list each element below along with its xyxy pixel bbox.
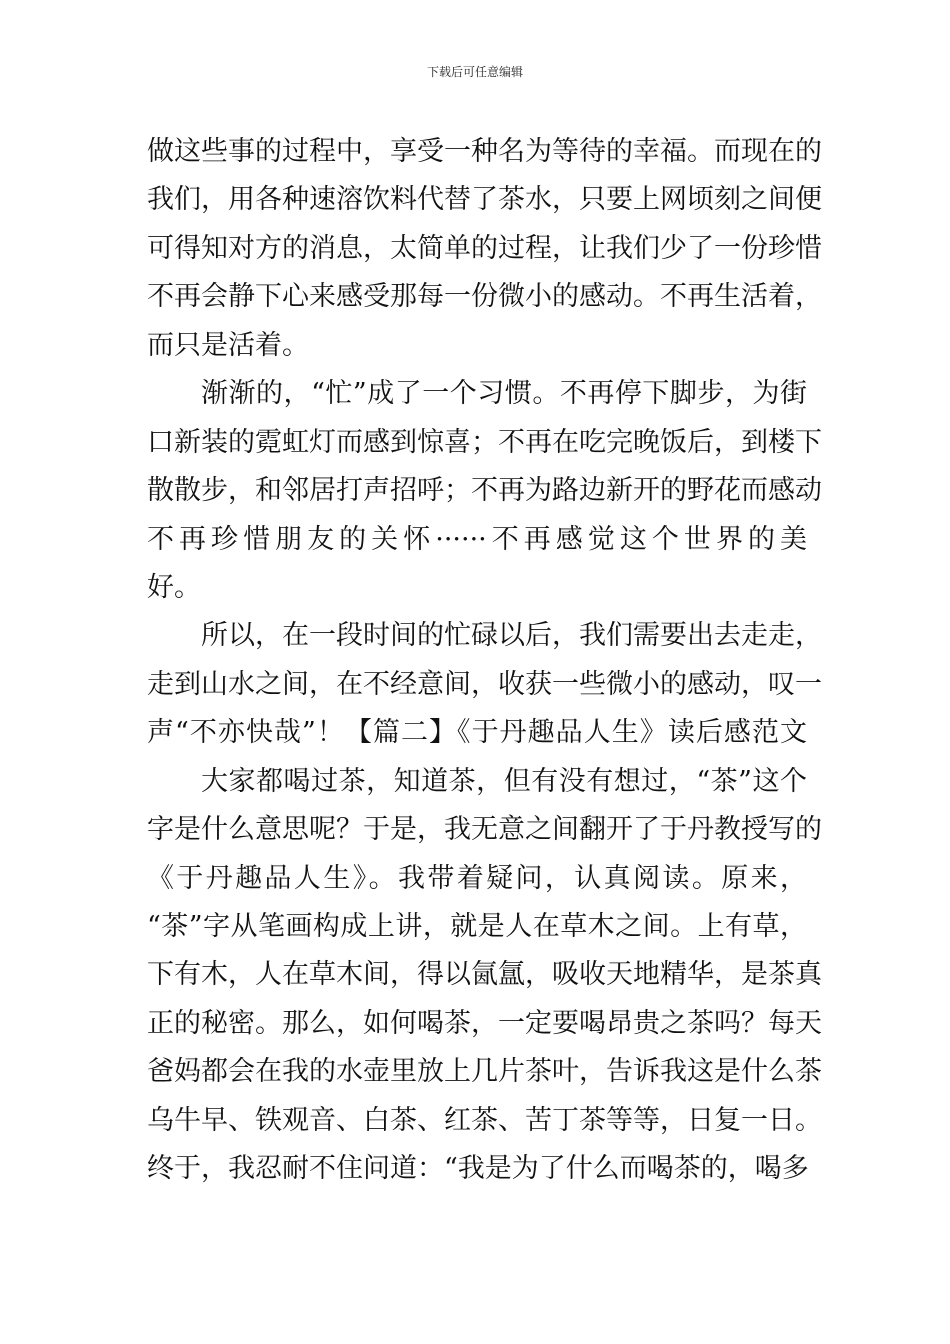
text-line: 而只是活着。 — [147, 329, 309, 361]
text-line: 走到山水之间，在不经意间，收获一些微小的感动，叹一 — [147, 668, 822, 700]
text-line: 不再会静下心来感受那每一份微小的感动。不再生活着， — [147, 281, 822, 313]
text-line: 乌牛早、铁观音、白茶、红茶、苦丁茶等等，日复一日。 — [147, 1104, 822, 1136]
text-line: 爸妈都会在我的水壶里放上几片茶叶，告诉我这是什么茶 — [147, 1056, 822, 1088]
text-line: 渐渐的，“忙”成了一个习惯。不再停下脚步，为街 — [201, 378, 807, 410]
text-line: 《于丹趣品人生》。我带着疑问，认真阅读。原来， — [147, 862, 807, 894]
text-line: 终于，我忍耐不住问道：“我是为了什么而喝茶的，喝多 — [147, 1153, 809, 1185]
text-line: 可得知对方的消息，太简单的过程，让我们少了一份珍惜 — [147, 232, 822, 264]
text-line: 正的秘密。那么，如何喝茶，一定要喝昂贵之茶吗？每天 — [147, 1007, 822, 1039]
text-line: 口新装的霓虹灯而感到惊喜；不再在吃完晚饭后，到楼下 — [147, 426, 822, 458]
text-line: 下有木，人在草木间，得以氤氲，吸收天地精华，是茶真 — [147, 959, 822, 991]
text-line: 做这些事的过程中，享受一种名为等待的幸福。而现在的 — [147, 136, 822, 167]
page-header-note: 下载后可任意编辑 — [426, 65, 523, 79]
text-line: 我们，用各种速溶饮料代替了茶水，只要上网顷刻之间便 — [147, 184, 822, 216]
text-line: 所以，在一段时间的忙碌以后，我们需要出去走走， — [201, 620, 822, 652]
text-line: 散散步，和邻居打声招呼；不再为路边新开的野花而感动 — [147, 475, 822, 507]
text-line: 不再珍惜朋友的关怀······不再感觉这个世界的美 — [147, 523, 807, 555]
document-body — [147, 128, 822, 1194]
text-line: “茶”字从笔画构成上讲，就是人在草木之间。上有草， — [147, 911, 807, 942]
text-line: 字是什么意思呢？于是，我无意之间翻开了于丹教授写的 — [147, 814, 822, 846]
text-line: 声“不亦快哉”！【篇二】《于丹趣品人生》读后感范文 — [147, 717, 807, 749]
text-line: 大家都喝过茶，知道茶，但有没有想过，“茶”这个 — [201, 765, 807, 797]
text-line: 好。 — [147, 571, 201, 603]
